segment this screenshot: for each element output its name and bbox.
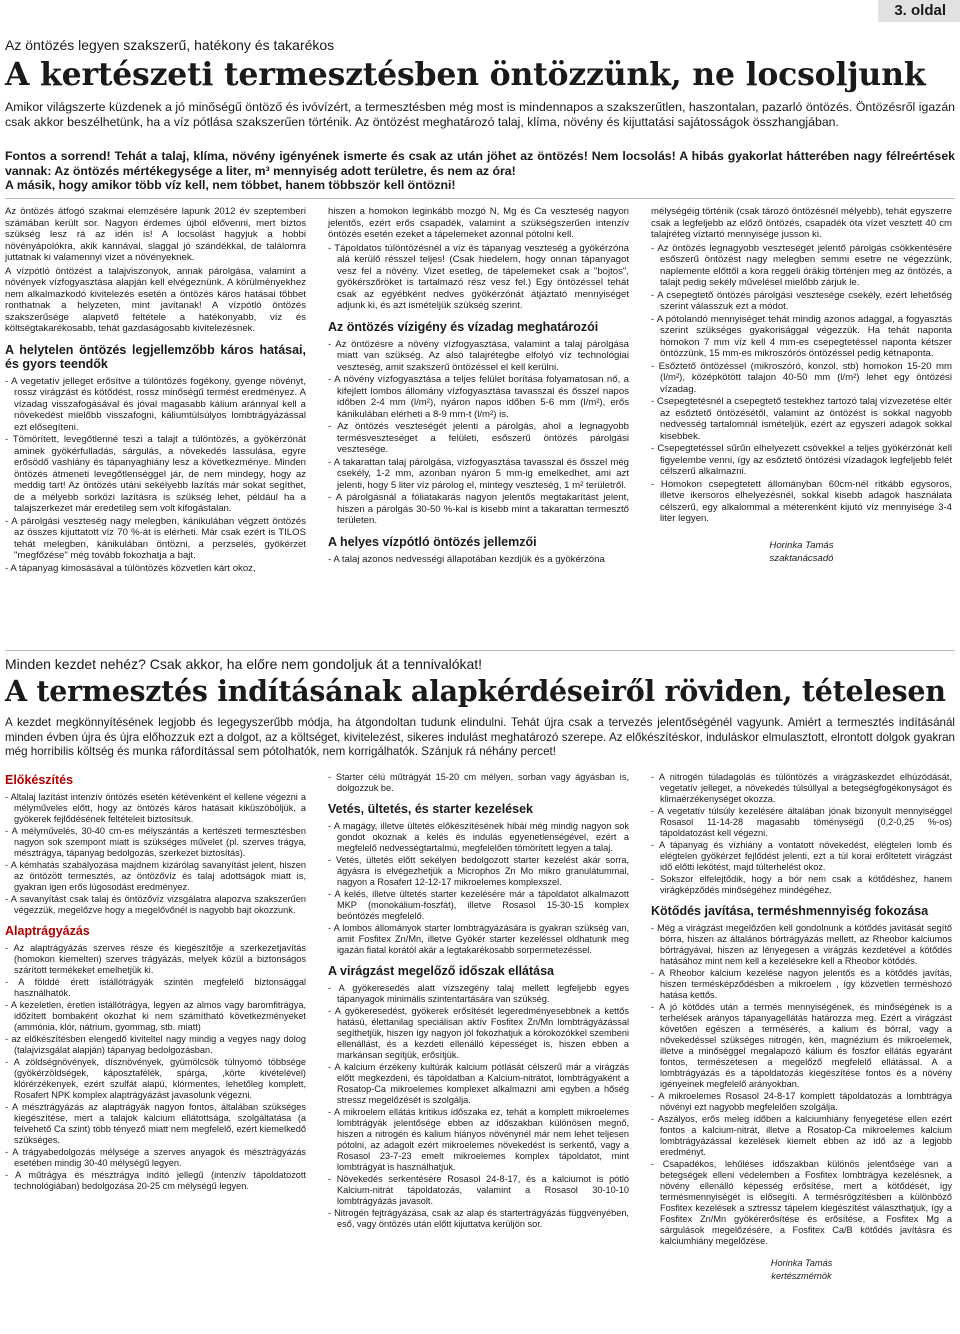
list-item: - Tápoldatos túlöntözésnél a víz és tápanyag veszteség a gyökérzóna alá kerülő résszel teljes! (Csak hiedelem, hogy onnan tápanyagot vesz fel a növény. Vizet esetleg, de tápelemeket csak a "bojtos", gyökérszőröket is tartalmazó rész vesz fel.) Egy öntözéssel tehát csak az egyébként nedves gyökérzónát átjáztató mennyiséget adjunk ki, és azt ismételjük szükség szerint. xyxy=(328,242,629,311)
list-item: - A gyökeresedés alatt vízszegény talaj mellett legfeljebb egyes tápanyagok minimális szintentartására van szükség. xyxy=(328,983,629,1004)
list-item: - az előkészítésben elengedő kiviteltel nagy mindig a vegyes nagy dolog (talajvizsgálat alapján) tápanyag bedolgozásban. xyxy=(5,1034,306,1055)
list-item: - Vetés, ültetés előtt sekélyen bedolgozott starter kezelést akár sorra, ágyásra is elvégezhetjük a Microphos Zn Mo mikro granulátummal, nagyon a Rosafert 12-12-17 mikroelemes komplexszel. xyxy=(328,855,629,887)
article2-column-1 xyxy=(5,770,306,1193)
list-item: - Sokszor elfelejtődik, hogy a bór nem csak a kötődéshez, hanem virágképződés minőségéhez mindégéhez. xyxy=(651,874,952,895)
list-item: - A jó kötődés után a termés mennyiségének, és minőségének is a terhelések arányos tápanyagellátás határozza meg. Ezért a virágzást követően egészen a termésérés, a kalium és bórral, vagy a növekedéssel szükséges nitrogén, kén, magnézium és mikroelemek, illetve a minőséggel megalapozó kálium és foszfor ellátás egyaránt fontos, természetesen a megelőző megfelelő ellátással. A a lombtrágyázás és a tápoldatozás kiegészítése fontos és a növény igényeinek megfelelő arányokban. xyxy=(651,1002,952,1089)
list-item: - Csepegtetésnél a csepegtető testekhez tartozó talaj vízvezetése eltér az esőztető öntözésétől, valamint az öntözést is sokkal nagyobb nedvesség tartalomnál ismételjük, ezért az egyszeri adagok sokkal kisebbek. xyxy=(651,396,952,442)
list-item: - A mélyművelés, 30-40 cm-es mélyszántás a kertészeti termesztésben nagyon sok szempont miatt is szükséges művelet (pl. szerves trágya, mésztrágya, tápanyag bedolgozás, szerkezet biztosítás). xyxy=(5,826,306,858)
list-item: - A párolgásnál a fóliatakarás nagyon jelentős megtakarítást jelent, hiszen a párolgás 30-50 %-kal is kisebb mint a takarattan termesztő területen. xyxy=(328,492,629,526)
article1-column-2 xyxy=(328,206,629,566)
section-heading: A helytelen öntözés legjellemzőbb káros hatásai, és gyors teendők xyxy=(5,342,306,371)
article1-lead-1: Amikor világszerte küzdenek a jó minőségű öntöző és ivóvízért, a termesztésben még most is mindennapos a szakszerűtlen, haszontalan, pazarló öntözés. Öntözésről igazán csak akkor beszélhetünk, ha a víz pótlása szakszerűen történik. Az öntözést meghatározó talaj, klíma, növény és kijuttatási sajátosságok összhangjában. xyxy=(5,100,955,129)
paragraph: hiszen a homokon leginkább mozgó N, Mg és Ca veszteség nagyon jelentős, ezért erős csapadék, valamint a szükségszerűen intenzív öntözés esetén ezeket a tápelemeket azonnal pótolni kell. xyxy=(328,206,629,240)
list-item: - Az öntözés legnagyobb veszteségét jelentő párolgás csökkentésére esőszerű öntözést nagy melegben semmi esetre ne végezzünk, naplemente előttől a kora reggeli órákig történjen meg az öntözés, a talajt pedig sekély művelésel mielőbb zárjuk le. xyxy=(651,242,952,288)
list-item: - A pótolandó mennyiséget tehát mindig azonos adaggal, a fogyasztás szerint szükséges gyakorisággal végezzük. Ha tehát naponta homokon 7 mm víz kell 4 mm-es csepegtetéssel naponta kétszer öntözzünk, 15 mm-es mikroszórós öntözéssel pedig kétnaponta. xyxy=(651,313,952,359)
list-item: - A trágyabedolgozás mélysége a szerves anyagok és mésztrágyázás esetében mindig 30-40 mélységű legyen. xyxy=(5,1147,306,1168)
list-item: - A magágy, illetve ültetés előkészítésének hibái még mindig nagyon sok gondot okoznak a kelés és indulás egyenetlenségével, ezért a megfelelő nedvességtartalmú, megfelelően tömörített legyen a talaj. xyxy=(328,821,629,853)
section-heading: Vetés, ültetés, és starter kezelések xyxy=(328,802,533,816)
list-item: - A műtrágya és mésztrágya indító jellegű (intenzív tápoldatozott technológiában) bedolgozása 20-25 cm mélységű legyen. xyxy=(5,1170,306,1191)
list-item: - A tápanyag és vízhiány a vontatott növekedést, elégtelen lomb és elégtelen gyökérzet fejlődést jelenti, ezt a túl korai erőltetett virágzást idő előtti lekötést, majd túlterhelést okoz. xyxy=(651,840,952,872)
list-item: - A vegetatív jelleget erősítve a túlöntözés fogékony, gyenge növényt, rossz virágzást és kötődést, rossz minőségű termést eredményez. A vízadag visszafogásával és jóval magasabb kálium aránnyal kell a növekedést mielőbb visszafogni, káliumtúlsúlyos lombtrágyázással ezt elősegíteni. xyxy=(5,375,306,433)
list-item: - A Rheobor kalcium kezelése nagyon jelentős és a kötődés javítás, hiszen termésképződésben a mikroelem , így közvetlen terméshozó hatása kettős. xyxy=(651,968,952,1000)
author-signature xyxy=(651,539,952,565)
article1-lead-3: A másik, hogy amikor több víz kell, nem többet, hanem többször kell öntözni! xyxy=(5,178,456,192)
list-item: - A takarattan talaj párolgása, vízfogyasztása tavasszal és ősszel még csekély, 1-2 mm, azonban nyáron 5 mm-ig emelkedhet, ami azt jelenti, hogy 5 liter víz párolog el, mintegy veszteség, 1 m² területről. xyxy=(328,456,629,491)
article2-lead: A kezdet megkönnyítésének legjobb és legegyszerűbb módja, ha átgondoltan tudunk elindulni. Tehát újra csak a tervezés jelentőségénél vagyunk. Amiért a termesztés indításánál minden évben újra és újra előhozzuk ezt a dolgot, az a költséget, kivitelezést, sikeres indulást meghatározó szerepe. Az előkészítéskor, induláskor elmulasztott, elrontott dolgok gyakran még horribilis költség és munka ráfordítással sem pótolhatók, nem korrigálhatók. Szánjuk rá néhány percet! xyxy=(5,716,955,758)
list-item: - Starter célú műtrágyát 15-20 cm mélyen, sorban vagy ágyásban is, dolgozzuk be. xyxy=(328,772,629,793)
list-item: - A földdé érett istállótrágyák szintén megfelelő biztonsággal használhatók. xyxy=(5,977,306,998)
divider xyxy=(5,198,955,199)
list-item: - A nitrogén túladagolás és túlöntözés a virágzáskezdet elhúzódását, vegetatív jelleget, a növekedés túlsúllyal a betegségfogékonyságot és klimaérzékenységet okozza. xyxy=(651,772,952,804)
section-heading: Az öntözés vízigény és vízadag meghatározói xyxy=(328,319,599,334)
list-item: - A zöldségnövények, dísznövények, gyümölcsök túlnyomó többsége (gyökérzöldségek, káposztafélék, spárga, ,körte kivételével) klórérzékenyek, ezért szulfát alapú, klórmentes, lehetőleg komplett, Rosafert NPK komplex alaptrágyázást javasolunk végezni. xyxy=(5,1057,306,1100)
paragraph: Az öntözés átfogó szakmai elemzésére lapunk 2012 év szeptemberi számában került sor. Nagyon érdemes újból elővenni, mert biztos szükség lesz rá az idén is! A locsolást hagyjuk a hobbi növényápolókra, akik kannával, slaggal jó szándékkal, de találomra juttatnak ki valamennyi vizet a növényeknek. xyxy=(5,206,306,263)
list-item: - A csepegtető öntözés párolgási vesztesége csekély, ezért lehetőség szerint válasszuk ezt a módot. xyxy=(651,289,952,312)
list-item: - A lombos állományok starter lombtrágyázására is gyakran szükség van, amit Fosfitex Zn/Mn, illetve Gyökér starter kezeléssel oldhatunk meg igazán fiatal korától akár a legtakarékosabb sorpermetezéssel. xyxy=(328,923,629,955)
section-heading: Kötődés javítása, terméshmennyiség fokozása xyxy=(651,904,929,918)
list-item: - A kalcium érzékeny kultúrák kalcium pótlását célszerű már a virágzás előtt megkezdeni, és tápoldatban a Kalcium-nitrátot, lombtrágyaként a Rosatop-Ca mikroelemes komplexet alkalmazni ami egyben a hőség stressz megelőzését is szolgálja. xyxy=(328,1062,629,1105)
list-item: - Az öntözés veszteségét jelenti a párolgás, ahol a legnagyobb termésveszteséget a felületi, esőszerű öntözés párolgási vesztesége. xyxy=(328,421,629,455)
list-item: - Az alaptrágyázás szerves része és kiegészítője a szerkezetjavítás (homokon kiemelten) szerves trágyázás, melyek közül a biztonságos szárított termékeket emelhetjük ki. xyxy=(5,943,306,975)
list-item: - Az öntözésre a növény vízfogyasztása, valamint a talaj párolgása miatt van szükség. Az alsó talajrétegbe elfolyó víz technológiai veszteség, amit szakszerű öntözéssel el kell kerülni. xyxy=(328,338,629,373)
list-item: - Növekedés serkentésére Rosasol 24-8-17, és a kalciumot is pótló Kalcium-nitrát tápoldatozás, valamint a Rosasol 30-10-10 lombtrágyázás javasolt. xyxy=(328,1174,629,1206)
paragraph: mélységéig történik (csak tározó öntözésnél mélyebb), tehát egyszerre csak a legfeljebb az előző öntözés, csapadék óta vízet vesztett 40 cm talajréteg víztartó mennyisége jusson ki. xyxy=(651,206,952,240)
article1-lead-2: Fontos a sorrend! Tehát a talaj, klíma, növény igényének ismerte és csak az után jöhet az öntözés! Nem locsolás! A hibás gyakorlat hátterében nagy félreértések vannak: Az öntözés mértékegysége a liter, m³ mennyiség adott területre, és nem az óra! xyxy=(5,149,955,178)
list-item: - A tápanyag kimosásával a túlöntözés közvetlen kárt okoz, xyxy=(5,562,256,574)
section-heading: Alaptrágyázás xyxy=(5,924,90,938)
article2-title: A termesztés indításának alapkérdéseiről röviden, tételesen xyxy=(5,674,946,708)
article2-column-2 xyxy=(328,772,629,1231)
list-item: - A vegetatív túlsúly kezelésére általában jónak bizonyult mennyiséggel Rosasol 11-14-28 magasabb töménységű (0,2-0,25 %-os) tápoldatozást kell végezni. xyxy=(651,806,952,838)
list-item: - A mésztrágyázás az alaptrágyák nagyon fontos, általában szükséges kiegészítése, mert a talajok kalcium ellátottsága, szolgáltatása (a felvehető Ca szint) több tényező miatt nem megfelelő, ezért kiemelkedő szükséges. xyxy=(5,1102,306,1145)
list-item: - Altalaj lazítást intenzív öntözés esetén kétévenként el kellene végezni a mélyműveles előtt, hogy az öntözés káros hatásait kiküszöböljük, a gyökerek fejlődésének feltételeit biztosítsuk. xyxy=(5,792,306,824)
list-item: - Esőztető öntözéssel (mikroszóró, konzol, stb) homokon 15-20 mm (l/m²), középkötött talajon 40-50 mm (l/m²) lehet egy öntözési vízadag. xyxy=(651,360,952,395)
list-item: - Aszályos, erős meleg időben a kalciumhiány fenyegetése ellen ezért fontos a kalcium-nitrát, illetve a Rosatop-Ca mikroelemes kalcium lombtrágyázással kezelések kiemelt ebben az idő az a legjobb eredményt. xyxy=(651,1114,952,1157)
list-item: - A növény vízfogyasztása a teljes felület borítása folyamatosan nő, a kifejlett lombos állomány vízfogyasztása tavasszal és ősszel napos időben 2-4 mm (l/m²), nyáron napos időben 5-6 mm (l/m²), erős kánikulában elérheti a 8-9 mm-t (l/m²) is. xyxy=(328,374,629,420)
article1-kicker: Az öntözés legyen szakszerű, hatékony és takarékos xyxy=(5,37,335,53)
author-role: kertészmérnök xyxy=(771,1271,832,1281)
article2-kicker: Minden kezdet nehéz? Csak akkor, ha előre nem gondoljuk át a tennivalókat! xyxy=(5,656,483,672)
list-item: - Nitrogén fejtrágyázása, csak az alap és startertrágyázás függvényében, eső, vagy öntözés után előtt kijuttatva kerüljön sor. xyxy=(328,1208,629,1229)
list-item: - Csepegtetéssel sűrűn elhelyezett csövekkel a teljes gyökérzónát kell figyelembe venni, így az esőztető öntözési vízadagok legfeljebb felét célszerű alkalmazni. xyxy=(651,443,952,477)
list-item: - Tömörített, levegőtlenné teszi a talajt a túlöntözés, a gyökérzónát aminek gyökérfulladás, sárgulás, a növekedés lassulása, egyre erősödő vashiány és tápanyaghiány lesz a következménye. Minden öntözés átmeneti levegőtlenséggel jár, de nem mindegy, hogy az meddig tart! Az öntözés utáni sekélyebb lazítás már sokat segíthet, de a mélyebb sorközi lazításra is szükség lehet, például ha a talajszerkezet már eredetileg sem volt kifogástalan. xyxy=(5,434,306,514)
list-item: - A gyökeresedést, gyökerek erősítését legeredményesebbnek a kettős hatású, élettanilag speciálisan aktív Fosfitex Zn/Mn lombtrágyázással segíthetjük, hiszen így nagyon jól fokozhatjuk a kórokozókkel szembeni ellenállást, és a kezdeti ellenálló képességet is, hiszen ebben a markánsan segítjük, erősítjük. xyxy=(328,1006,629,1060)
list-item: - A kelés, illetve ültetés starter kezelésére már a tápoldatot alkalmazott MKP (monokálium-foszfát), illetve Rosasol 15-30-15 komplex beöntözés megfelelő. xyxy=(328,889,629,921)
divider xyxy=(5,650,955,651)
author-signature xyxy=(651,1257,952,1283)
list-item: - A kezeletlen, éretlen istállótrágya, legyen az almos vagy baromfitrágya, időzített bombaként okozhat ki nem számítható következményeket (ammónia, klór, nátrium, gyommag, stb. miatt) xyxy=(5,1000,306,1032)
list-item: - A savanyítást csak talaj és öntözővíz vizsgálatra alapozva szakszerűen végezzük, megelőzve hogy a megelővőnél is nagyobb bajt okozzunk. xyxy=(5,894,306,915)
section-heading: A virágzást megelőző időszak ellátása xyxy=(328,964,555,978)
list-item: - A kémhatás szabályozása majdnem kizárólag savanyítást jelent, hiszen az öntözött termesztés, az öntözővíz és talaj adottságok miatt is, gyakran igen erős lúgosodást eredményez. xyxy=(5,860,306,892)
list-item: - A párolgási veszteség nagy melegben, kánikulában végzett öntözés az összes kijuttatott víz 70 %-át is elérheti. Már csak ezért is TILOS tehát melegben, kánikulában öntözni, a perzselés, gyökérzet "megfőzése" még tovább fokozhatja a bajt. xyxy=(5,515,306,561)
list-item: - A mikroelem ellátás kritikus időszaka ez, tehát a komplett mikroelemes lombtrágyák jelentősége ebben az időszakban különösen megnő, hiszen a nitrogén és kalium hiányos növénynél már nem lehet teljesen pótolni, az adagolt ezért mikroelemes növekedést is serkentő, vagy a Rosasol 23-7-23 emelt mikroelemes komplex tápoldatot, mint lombtrágyát is használhatjuk. xyxy=(328,1107,629,1172)
paragraph: A vízpótló öntözést a talajviszonyok, annak párolgása, valamint a növények vízfogyasztása alapján kell elvégeznünk. A körülményekhez nem alkalmazkodó kivitelezés esetén a öntözés káros hatásai többet ronthatnak a helyzeten, mint javítanak! A vízpótló öntözés szakszerűsége alapvető feltétele a hatékonyabb, víz és költségtakarékosabb, tehát gazdaságosabb kivitelezésnek. xyxy=(5,265,306,334)
article2-column-3 xyxy=(651,772,952,1283)
author-role: szaktanácsadó xyxy=(769,552,834,564)
list-item: - A talaj azonos nedvességi állapotában kezdjük és a gyökérzóna xyxy=(328,553,605,565)
list-item: - Még a virágzást megelőzően kell gondolnunk a kötődés javítását segítő bórra, hiszen az általános bórtrágyázás mellett, az Rheobor kalciumos bórtrágyával, hiszen az lényegesen a virágzás kezdetével a kötődés hatásához mint nem kell a kezelésekre kell a Rheobor kötődés. xyxy=(651,923,952,966)
article1-column-3 xyxy=(651,206,952,565)
article1-title: A kertészeti termesztésben öntözzünk, ne locsoljunk xyxy=(5,56,926,93)
section-heading: A helyes vízpótló öntözés jellemzői xyxy=(328,534,537,549)
author-name: Horinka Tamás xyxy=(770,1258,833,1268)
list-item: - Csapadékos, lehűléses időszakban különös jelentősége van a betegségek elleni védelemben a Fosfitex lombtrágya kezelésnek, a növény ellenálló képesség erősítése, mert a kötődését, így termésmennyiségét is elősegíti. A termésrögzítésben a különböző Fosfitex kezelések a sztressz tápelem kiegészítést választhatjuk, így a Fosfitex Zn/Mn gyökérerősítése és erősítése, a Fosfitex Mg a sárgulások megelőzésére, a Fosfitex Ca/B kötődés javításra és kalciumhiány megelőzése. xyxy=(651,1159,952,1246)
list-item: - A mikroelemes Rosasol 24-8-17 komplett tápoldatozás a lombtrágya növényi ezt nagyobb megfelelően szolgálja. xyxy=(651,1091,952,1112)
list-item: - Homokon csepegtetett állományban 60cm-nél ritkább egysoros, illetve ikersoros elhelyezésnél, sokkal kisebb adagok használata célszerű, egy alkalommal a méterenként kijutó víz mennyisége 3-4 liter legyen. xyxy=(651,478,952,524)
page-number: 3. oldal xyxy=(878,0,960,22)
article1-column-1 xyxy=(5,206,306,575)
author-name: Horinka Tamás xyxy=(769,539,834,551)
section-heading: Előkészítés xyxy=(5,773,74,787)
